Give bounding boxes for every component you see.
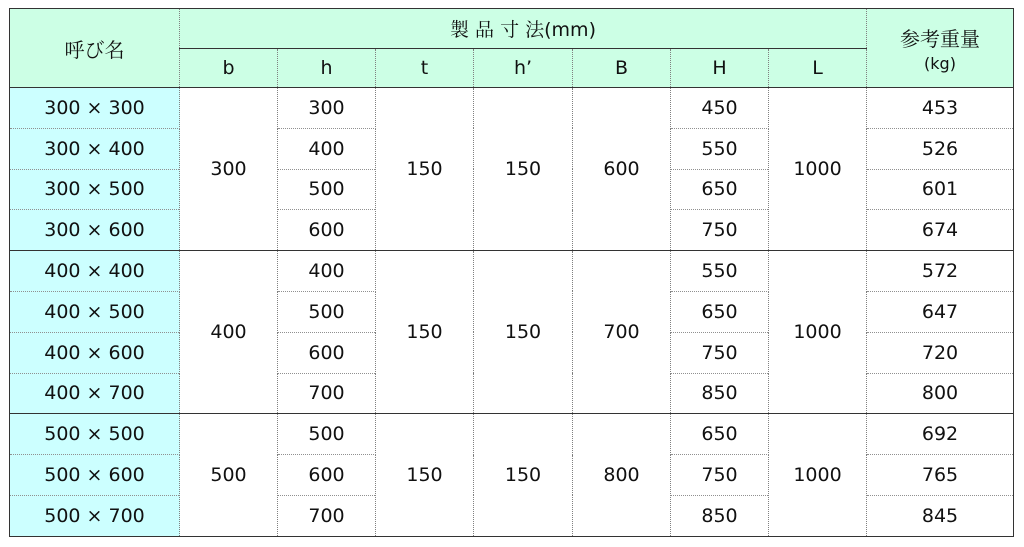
t-cell: 150	[376, 88, 474, 251]
weight-header-label: 参考重量	[900, 27, 980, 51]
name-column-header: 呼び名	[10, 9, 180, 88]
H-cell: 550	[671, 251, 769, 292]
col-header-h-prime: h’	[474, 49, 573, 88]
product-dimension-table	[9, 8, 1014, 537]
weight-cell: 765	[867, 455, 1014, 496]
h-cell: 500	[278, 291, 376, 332]
weight-column-header	[867, 9, 1014, 88]
B-cell: 600	[573, 88, 671, 251]
col-header-b: b	[180, 49, 278, 88]
weight-cell: 845	[867, 495, 1014, 536]
h-cell: 500	[278, 169, 376, 210]
h-prime-cell: 150	[474, 414, 573, 536]
h-cell: 600	[278, 332, 376, 373]
name-cell: 400 × 400	[10, 251, 180, 292]
L-cell: 1000	[769, 88, 867, 251]
H-cell: 450	[671, 88, 769, 129]
col-header-L: L	[769, 49, 867, 88]
col-header-h: h	[278, 49, 376, 88]
col-header-H: H	[671, 49, 769, 88]
table-row	[10, 414, 1014, 455]
name-cell: 400 × 500	[10, 291, 180, 332]
weight-cell: 720	[867, 332, 1014, 373]
dimensions-group-header: 製 品 寸 法(mm)	[180, 9, 867, 49]
h-cell: 400	[278, 251, 376, 292]
h-cell: 700	[278, 373, 376, 414]
H-cell: 650	[671, 414, 769, 455]
name-cell: 400 × 700	[10, 373, 180, 414]
h-cell: 600	[278, 210, 376, 251]
name-cell: 300 × 500	[10, 169, 180, 210]
weight-cell: 601	[867, 169, 1014, 210]
name-cell: 300 × 300	[10, 88, 180, 129]
H-cell: 750	[671, 455, 769, 496]
h-cell: 600	[278, 455, 376, 496]
table-body	[10, 88, 1014, 537]
L-cell: 1000	[769, 251, 867, 414]
table-row	[10, 88, 1014, 129]
table-header	[10, 9, 1014, 88]
name-cell: 500 × 500	[10, 414, 180, 455]
B-cell: 700	[573, 251, 671, 414]
name-cell: 500 × 600	[10, 455, 180, 496]
weight-cell: 572	[867, 251, 1014, 292]
weight-header-unit: (kg)	[924, 54, 956, 73]
H-cell: 750	[671, 332, 769, 373]
t-cell: 150	[376, 414, 474, 536]
L-cell: 1000	[769, 414, 867, 536]
h-prime-cell: 150	[474, 88, 573, 251]
weight-cell: 800	[867, 373, 1014, 414]
table-row	[10, 251, 1014, 292]
h-cell: 300	[278, 88, 376, 129]
b-cell: 300	[180, 88, 278, 251]
weight-cell: 692	[867, 414, 1014, 455]
H-cell: 750	[671, 210, 769, 251]
t-cell: 150	[376, 251, 474, 414]
weight-cell: 674	[867, 210, 1014, 251]
name-cell: 400 × 600	[10, 332, 180, 373]
H-cell: 850	[671, 373, 769, 414]
H-cell: 850	[671, 495, 769, 536]
col-header-B: B	[573, 49, 671, 88]
weight-cell: 453	[867, 88, 1014, 129]
H-cell: 650	[671, 169, 769, 210]
h-cell: 400	[278, 128, 376, 169]
H-cell: 550	[671, 128, 769, 169]
h-prime-cell: 150	[474, 251, 573, 414]
H-cell: 650	[671, 291, 769, 332]
B-cell: 800	[573, 414, 671, 536]
name-cell: 300 × 600	[10, 210, 180, 251]
b-cell: 500	[180, 414, 278, 536]
name-cell: 300 × 400	[10, 128, 180, 169]
name-cell: 500 × 700	[10, 495, 180, 536]
weight-cell: 647	[867, 291, 1014, 332]
spec-table-container	[9, 8, 1014, 537]
h-cell: 700	[278, 495, 376, 536]
col-header-t: t	[376, 49, 474, 88]
weight-cell: 526	[867, 128, 1014, 169]
h-cell: 500	[278, 414, 376, 455]
b-cell: 400	[180, 251, 278, 414]
